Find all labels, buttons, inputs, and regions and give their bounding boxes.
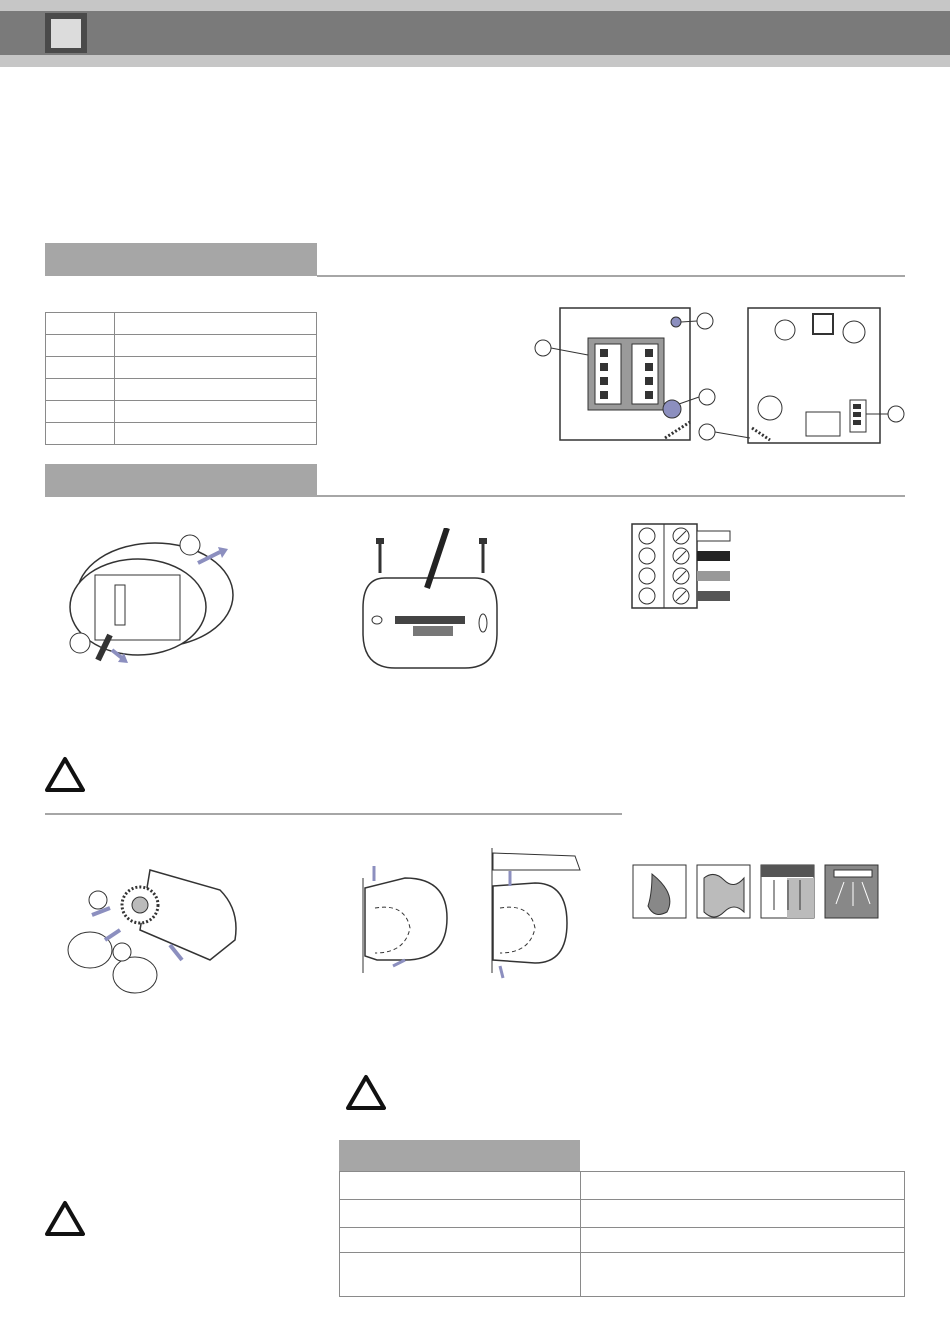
table-row	[46, 401, 317, 423]
circuit-board-diagram	[530, 300, 910, 450]
header-top-strip	[0, 0, 950, 11]
mounting-profile-diagram	[355, 848, 595, 983]
section-rule	[317, 275, 905, 277]
table-row	[46, 423, 317, 445]
table-row	[340, 1172, 905, 1200]
table-row	[46, 313, 317, 335]
lens-exploded-diagram	[60, 860, 250, 1000]
table-row	[340, 1253, 905, 1297]
section-rule	[317, 495, 905, 497]
warning-triangle-icon	[45, 1200, 85, 1236]
header-bottom-strip	[0, 55, 950, 67]
rain-shade-icon	[760, 864, 816, 920]
spec-table	[45, 312, 317, 445]
table-row	[46, 335, 317, 357]
section-rule	[45, 813, 622, 815]
warning-triangle-icon	[45, 756, 85, 792]
terminal-block-diagram	[630, 522, 740, 610]
table-row	[340, 1228, 905, 1253]
header-bar	[0, 11, 950, 55]
section-tab-installation	[45, 464, 317, 497]
wall-mounting-diagram	[355, 528, 505, 673]
language-badge-inner	[51, 19, 81, 48]
function-table-header	[339, 1140, 580, 1171]
flag-icon	[696, 864, 752, 920]
light-lamp-icon	[824, 864, 880, 920]
table-row	[340, 1200, 905, 1228]
table-row	[46, 379, 317, 401]
housing-open-diagram	[60, 525, 240, 675]
water-drop-icon	[632, 864, 688, 920]
table-row	[46, 357, 317, 379]
section-tab-technical-data	[45, 243, 317, 276]
warning-triangle-icon	[346, 1074, 386, 1110]
function-table	[339, 1171, 905, 1297]
